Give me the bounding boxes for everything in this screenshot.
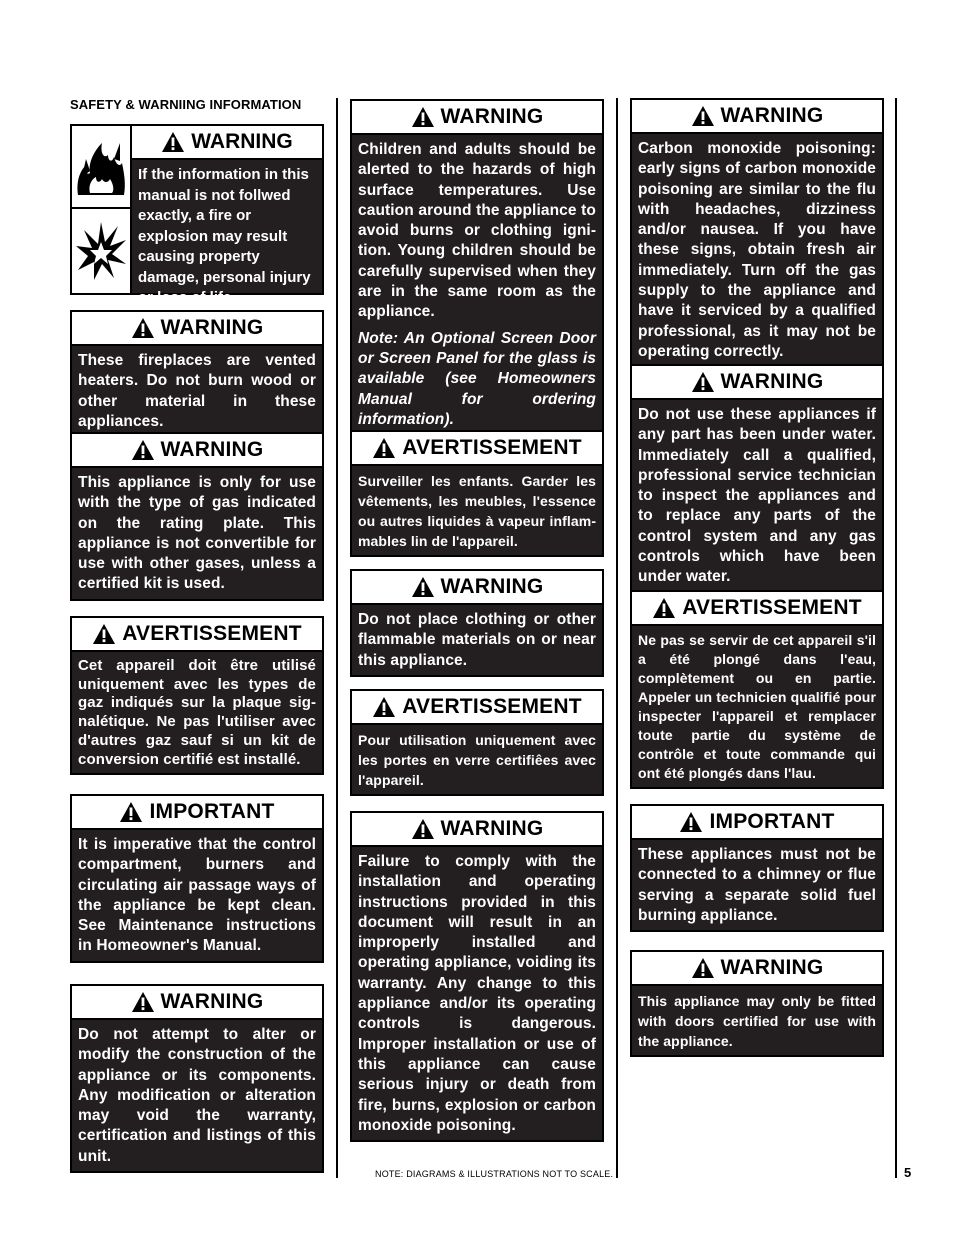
page-number: 5 (904, 1165, 912, 1180)
box-title: WARNING (160, 438, 264, 461)
warning-box (630, 364, 884, 594)
box-text: Ne pas se servir de cet appareil s'il a été plongé dans l'eau, complètement ou en partie. Appeler un technicien qualifié pour inspecter l'appareil et remplacer toute partie du système de contrôle et toute commande qui ont été plongés dans l'lau. (632, 626, 882, 787)
warning-box (350, 569, 604, 677)
screen-door-note: Note: An Optional Screen Door or Screen Panel for the glass is available (see Homeowners Manual for ordering information). (358, 329, 596, 428)
warning-box (630, 98, 884, 368)
column-divider (616, 98, 618, 1178)
warning-triangle-icon (372, 696, 396, 718)
important-box (630, 804, 884, 932)
box-title: WARNING (720, 956, 824, 979)
warning-triangle-icon (411, 106, 435, 128)
box-title: WARNING (160, 990, 264, 1013)
box-title: WARNING (720, 370, 824, 393)
box-title: WARNING (440, 575, 544, 598)
warning-triangle-icon (161, 131, 185, 153)
box-title: IMPORTANT (709, 810, 835, 833)
box-title: WARNING (160, 316, 264, 339)
box-title: WARNING (720, 104, 824, 127)
box-title: AVERTISSEMENT (682, 596, 862, 619)
box-text: These fireplaces are vented heaters. Do not burn wood or other material in these appliances. (72, 346, 322, 436)
explosion-icon (72, 209, 130, 292)
box-title: AVERTISSEMENT (402, 695, 582, 718)
warning-box (630, 950, 884, 1057)
fire-warning-header (132, 126, 322, 160)
box-text: Do not attempt to alter or modify the construction of the appliance or its components. Any modification or alteration may void the warranty, certification and listings of this unit. (72, 1020, 322, 1171)
fire-warning-title: WARNING (191, 130, 293, 153)
box-title: WARNING (440, 817, 544, 840)
box-text: Do not use these appliances if any part has been under water. Immediately call a qualified, professional service technician to inspect the appliances and to replace any parts of the control system and any gas controls which have been under water. (632, 400, 882, 592)
warning-triangle-icon (411, 818, 435, 840)
box-title: AVERTISSEMENT (402, 436, 582, 459)
avertissement-box (350, 689, 604, 796)
avertissement-box (630, 590, 884, 789)
box-title: WARNING (440, 105, 544, 128)
warning-box (70, 984, 324, 1173)
warning-triangle-icon (372, 437, 396, 459)
box-text: It is imperative that the control compartment, burners and circulating air passage ways of the appliance be kept clean. See Maintenance instructions in Homeowner's Manual. (72, 830, 322, 961)
box-text: These appliances must not be connected to a chimney or flue serving a separate solid fuel burning appliance. (632, 840, 882, 930)
important-box (70, 794, 324, 963)
warning-triangle-icon (92, 623, 116, 645)
warning-triangle-icon (131, 439, 155, 461)
warning-triangle-icon (119, 801, 143, 823)
warning-box (350, 99, 604, 436)
avertissement-box (70, 616, 324, 775)
box-text: Do not place clothing or other flammable materials on or near this appliance. (352, 605, 602, 675)
footnote: NOTE: DIAGRAMS & ILLUSTRATIONS NOT TO SCALE. (375, 1169, 614, 1179)
box-text: This appliance may only be fitted with doors certified for use with the appliance. (632, 986, 882, 1055)
warning-box (350, 811, 604, 1142)
box-title: AVERTISSEMENT (122, 622, 302, 645)
warning-triangle-icon (652, 597, 676, 619)
column-divider (336, 98, 338, 1178)
warning-triangle-icon (691, 957, 715, 979)
box-text: Carbon monoxide poisoning: early signs of carbon monoxide poisoning are similar to the flu with headaches, dizziness and/or nausea. If you have these signs, obtain fresh air immediately. Turn off the gas supply to the appliance and have it serviced by a qualified professional, as it may not be operating correctly. (632, 134, 882, 366)
box-text: Children and adults should be alerted to the hazards of high surface temperatures. Use caution around the appliance to avoid burns or clothing ignition. Young children should be carefully supervised when they are in the same room as the appliance. (358, 141, 596, 321)
fire-warning-text: If the information in this manual is not follwed exactly, a fire or explosion may result causing property damage, personal injury or loss of life. (132, 160, 322, 293)
hazard-icons (72, 126, 132, 293)
section-title: SAFETY & WARNIING INFORMATION (70, 97, 302, 112)
box-text: Surveiller les enfants. Garder les vêtements, les meubles, l'essence ou autres liquides à vapeur inflammables lin de l'appareil. (352, 466, 602, 555)
warning-triangle-icon (691, 371, 715, 393)
warning-triangle-icon (131, 991, 155, 1013)
warning-triangle-icon (411, 576, 435, 598)
warning-triangle-icon (131, 317, 155, 339)
box-text: Pour utilisation uniquement avec les portes en verre certifiêes avec l'appareil. (352, 725, 602, 794)
fire-icon (72, 126, 130, 209)
warning-triangle-icon (679, 811, 703, 833)
warning-triangle-icon (691, 105, 715, 127)
warning-box (70, 310, 324, 438)
column-divider (895, 98, 897, 1178)
fire-warning-box (70, 124, 324, 306)
box-text: This appliance is only for use with the type of gas indicated on the rating plate. This appliance is not convertible for use with other gases, unless a certified kit is used. (72, 468, 322, 599)
warning-box (70, 432, 324, 601)
avertissement-box (350, 430, 604, 557)
box-title: IMPORTANT (149, 800, 275, 823)
box-text: Cet appareil doit être utilisé uniquement avec les types de gaz indiqués sur la plaque signalétique. Ne pas l'utiliser avec d'autres gaz sauf si un kit de conversion certifié est installé. (72, 652, 322, 773)
box-text: Failure to comply with the installation and operating instructions provided in this document will result in an improperly installed and operating appliance, voiding its warranty. Any change to this appliance and/or its operating controls is dangerous. Improper installation or use of this appliance can cause serious injury or death from fire, burns, explosion or carbon monoxide poisoning. (352, 847, 602, 1140)
